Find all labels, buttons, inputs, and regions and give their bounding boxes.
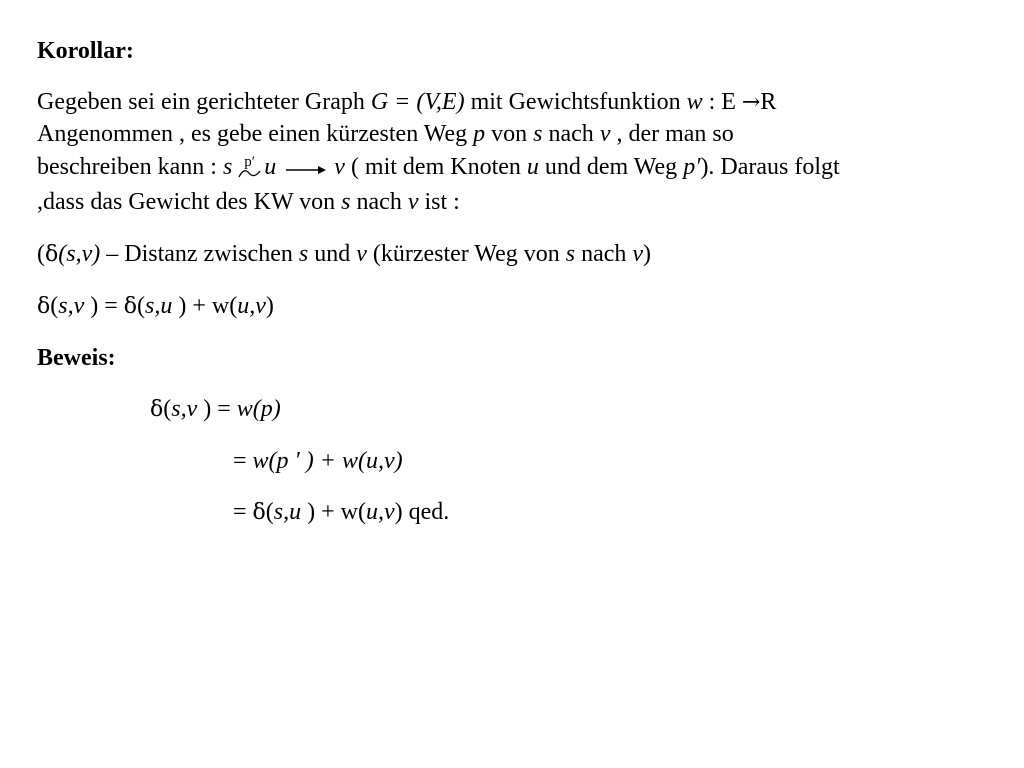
var-v: v bbox=[356, 241, 367, 267]
korollar-line-3 bbox=[37, 152, 840, 183]
text: ( bbox=[137, 293, 146, 319]
delta-symbol: δ bbox=[45, 242, 59, 267]
text: von bbox=[485, 121, 534, 147]
text: ) bbox=[643, 241, 652, 267]
var-v: v bbox=[632, 241, 644, 267]
text: ) + w( bbox=[172, 293, 238, 319]
text: ,dass das Gewicht des KW von bbox=[37, 189, 342, 215]
text: ) bbox=[265, 293, 274, 319]
korollar-line-1 bbox=[37, 87, 776, 118]
text: und dem Weg bbox=[538, 154, 684, 180]
var-s: s bbox=[298, 241, 309, 267]
korollar-line-4 bbox=[37, 187, 460, 217]
corollary-formula bbox=[37, 291, 274, 322]
var-v: v bbox=[334, 154, 345, 180]
text: mit Gewichtsfunktion bbox=[464, 89, 687, 115]
korollar-line-2 bbox=[37, 119, 734, 149]
right-arrow-icon: → bbox=[741, 90, 761, 115]
reals-symbol: R bbox=[760, 89, 777, 115]
korollar-heading: Korollar: bbox=[37, 38, 134, 64]
var-s: s bbox=[533, 121, 543, 147]
text: ) + w( bbox=[301, 499, 366, 525]
var-s: s bbox=[341, 189, 351, 215]
text: ). Daraus folgt bbox=[700, 154, 840, 180]
proof-expr: w(p ′ ) + w(u,v) bbox=[252, 448, 403, 474]
text: ) = bbox=[84, 293, 124, 319]
text: ( bbox=[265, 499, 274, 525]
text: ) = bbox=[197, 396, 237, 422]
edge-arrow-icon bbox=[282, 153, 328, 183]
var-s: s bbox=[222, 154, 233, 180]
text: : E bbox=[702, 89, 742, 115]
text: = bbox=[233, 499, 253, 525]
delta-symbol: δ bbox=[150, 397, 164, 422]
path-squiggle-icon bbox=[238, 153, 264, 183]
proof-step-2 bbox=[233, 446, 403, 476]
path-label: p′ bbox=[244, 154, 256, 171]
text: , der man so bbox=[610, 121, 734, 147]
formula-args: s,v bbox=[58, 293, 85, 319]
var-v: v bbox=[599, 121, 611, 147]
text: und bbox=[308, 241, 357, 267]
text: ( mit dem Knoten bbox=[344, 154, 527, 180]
text: nach bbox=[542, 121, 600, 147]
distance-args: (s,v) bbox=[58, 241, 101, 267]
proof-step-1 bbox=[150, 394, 281, 425]
proof-expr: w(p) bbox=[236, 396, 281, 422]
formula-args: u,v bbox=[237, 293, 266, 319]
text: – Distanz zwischen bbox=[100, 241, 299, 267]
proof-step-3 bbox=[233, 497, 449, 528]
proof-args: u,v bbox=[366, 499, 395, 525]
proof-args: s,u bbox=[273, 499, 302, 525]
text: ( bbox=[37, 241, 45, 267]
distance-definition bbox=[37, 239, 651, 270]
var-p: p bbox=[473, 121, 486, 147]
delta-symbol: δ bbox=[123, 294, 138, 319]
text: = bbox=[233, 448, 253, 474]
text: nach bbox=[575, 241, 633, 267]
formula-args: s,u bbox=[145, 293, 173, 319]
delta-symbol: δ bbox=[37, 294, 51, 319]
text: ist : bbox=[418, 189, 460, 215]
beweis-heading: Beweis: bbox=[37, 345, 116, 371]
proof-args: s,v bbox=[171, 396, 198, 422]
text: nach bbox=[350, 189, 408, 215]
text: (kürzester Weg von bbox=[366, 241, 566, 267]
text: beschreiben kann : bbox=[37, 154, 223, 180]
var-u: u bbox=[526, 154, 539, 180]
text: ( bbox=[50, 293, 59, 319]
graph-notation: G = (V,E) bbox=[370, 89, 465, 115]
var-s: s bbox=[565, 241, 576, 267]
delta-symbol: δ bbox=[252, 500, 266, 525]
text: ( bbox=[163, 396, 172, 422]
var-v: v bbox=[407, 189, 419, 215]
weight-function: w bbox=[686, 89, 703, 115]
var-p-prime: p′ bbox=[683, 154, 701, 180]
text: Gegeben sei ein gerichteter Graph bbox=[37, 89, 371, 115]
var-u: u bbox=[264, 154, 277, 180]
qed-text: ) qed. bbox=[394, 499, 450, 525]
text: Angenommen , es gebe einen kürzesten Weg bbox=[37, 121, 474, 147]
